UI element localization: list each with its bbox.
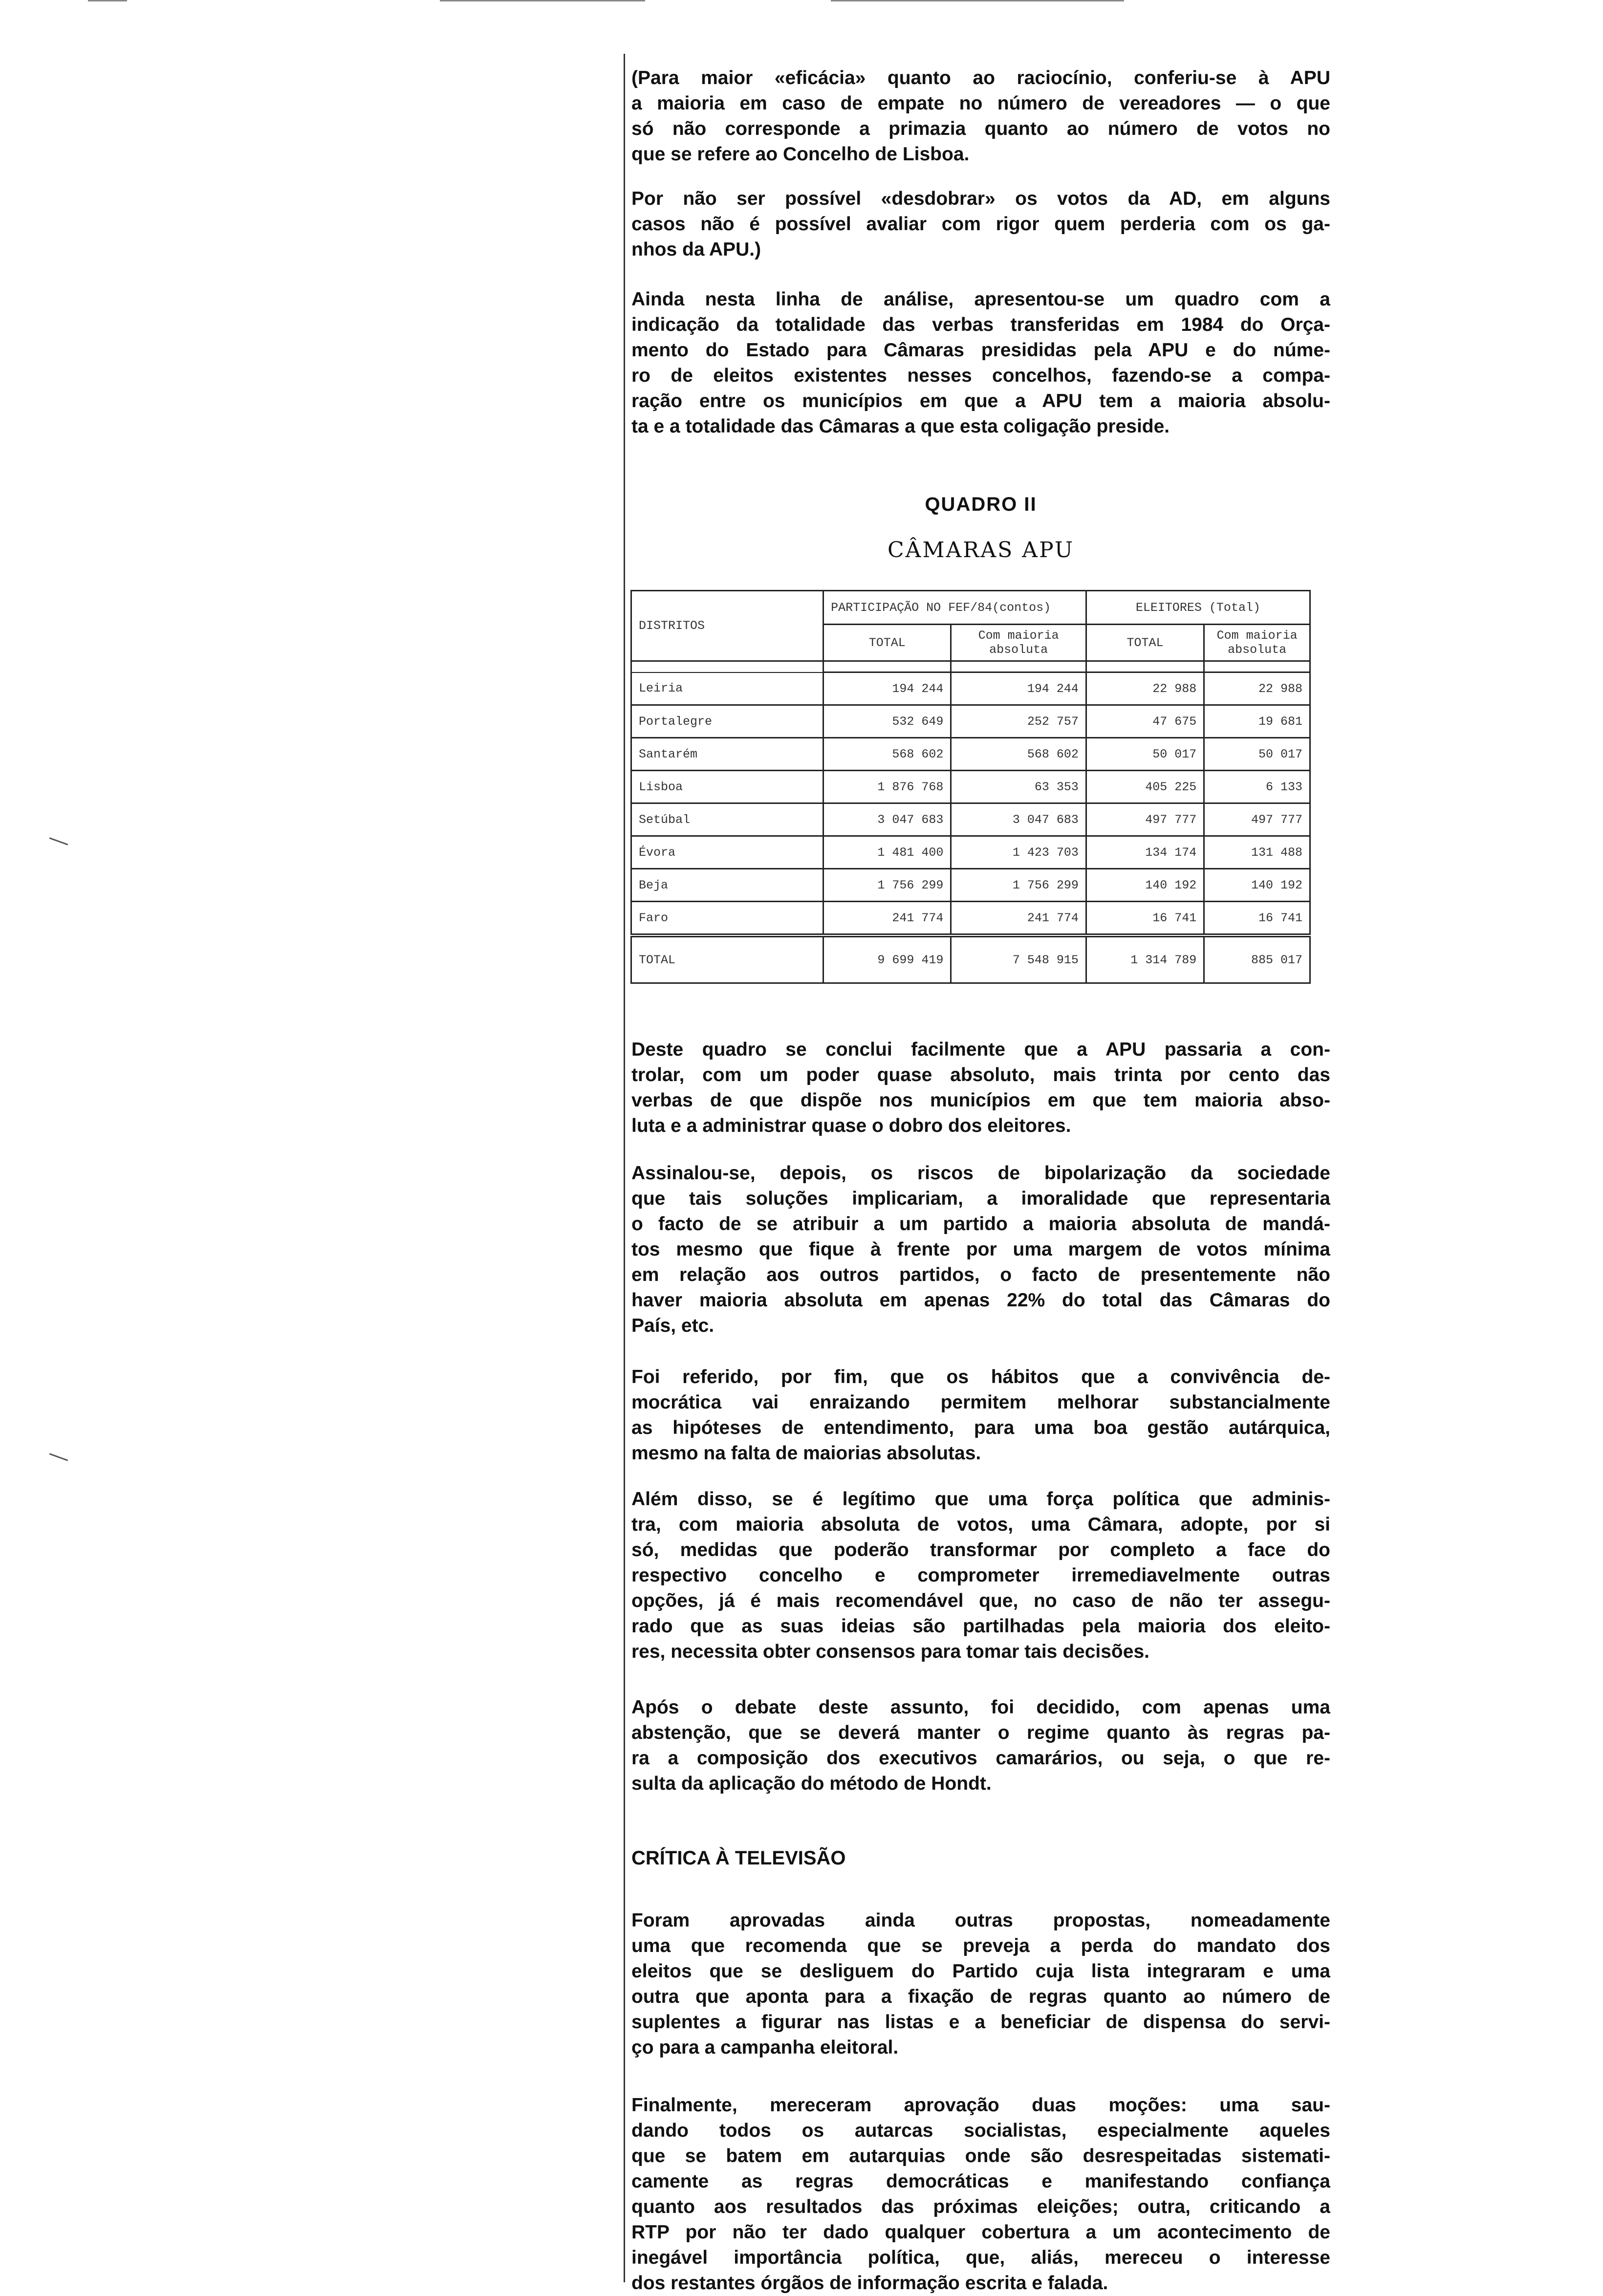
header-distritos: DISTRITOS — [631, 591, 823, 661]
subheader-total: TOTAL — [1086, 625, 1204, 661]
scan-mark — [831, 0, 1124, 1]
table-cell: 405 225 — [1086, 771, 1204, 803]
district-name: Faro — [631, 902, 823, 936]
table-cell: 568 602 — [823, 738, 951, 771]
paragraph — [631, 1365, 1330, 1466]
text-line: Finalmente, mereceram aprovação duas moções: uma sau- — [631, 2095, 1330, 2116]
table-row — [631, 705, 1310, 738]
column-rule — [624, 54, 625, 2282]
table-cell: 3 047 683 — [951, 803, 1086, 836]
table-cell: 134 174 — [1086, 836, 1204, 869]
table-cell: 3 047 683 — [823, 803, 951, 836]
table-cell: 22 988 — [1086, 672, 1204, 705]
table-cell: 194 244 — [823, 672, 951, 705]
text-line: mesmo na falta de maiorias absolutas. — [631, 1443, 981, 1464]
text-line: eleitos que se desliguem do Partido cuja lista integraram e uma — [631, 1961, 1330, 1982]
district-name: Beja — [631, 869, 823, 902]
table-cell — [1086, 661, 1204, 672]
table-row — [631, 771, 1310, 803]
table-cell: 241 774 — [951, 902, 1086, 936]
table-row — [631, 869, 1310, 902]
table-row — [631, 803, 1310, 836]
text-line: haver maioria absoluta em apenas 22% do total das Câmaras do — [631, 1290, 1330, 1311]
text-line: Deste quadro se conclui facilmente que a APU passaria a con- — [631, 1039, 1330, 1060]
text-line: inegável importância política, que, aliás, mereceu o interesse — [631, 2247, 1330, 2268]
text-line: nhos da APU.) — [631, 239, 761, 260]
table-cell: 1 756 299 — [823, 869, 951, 902]
text-line: indicação da totalidade das verbas transferidas em 1984 do Orça- — [631, 314, 1330, 335]
text-line: verbas de que dispõe nos municípios em que tem maioria abso- — [631, 1090, 1330, 1111]
table-cell: 63 353 — [951, 771, 1086, 803]
table-cell: 194 244 — [951, 672, 1086, 705]
text-line: camente as regras democráticas e manifestando confiança — [631, 2171, 1330, 2192]
text-line: ço para a campanha eleitoral. — [631, 2037, 899, 2058]
table-label: QUADRO II — [925, 494, 1037, 515]
text-line: Ainda nesta linha de análise, apresentou-se um quadro com a — [631, 289, 1330, 310]
text-line: ro de eleitos existentes nesses concelhos, fazendo-se a compa- — [631, 365, 1330, 386]
table-cell: 6 133 — [1204, 771, 1310, 803]
text-line: dos restantes órgãos de informação escrita e falada. — [631, 2273, 1108, 2294]
text-line: Foram aprovadas ainda outras propostas, nomeadamente — [631, 1910, 1330, 1931]
paragraph — [631, 1161, 1330, 1339]
paragraph — [631, 1487, 1330, 1665]
text-line: sulta da aplicação do método de Hondt. — [631, 1773, 992, 1794]
text-line: Por não ser possível «desdobrar» os votos da AD, em alguns — [631, 188, 1330, 209]
text-line: casos não é possível avaliar com rigor quem perderia com os ga- — [631, 214, 1330, 235]
text-line: que tais soluções implicariam, a imoralidade que representaria — [631, 1188, 1330, 1209]
text-line: quanto aos resultados das próximas eleições; outra, criticando a — [631, 2196, 1330, 2217]
text-line: dando todos os autarcas socialistas, especialmente aqueles — [631, 2120, 1330, 2141]
table-cell: 1 876 768 — [823, 771, 951, 803]
text-line: suplentes a figurar nas listas e a beneficiar de dispensa do servi- — [631, 2012, 1330, 2033]
text-line: ração entre os municípios em que a APU tem a maioria absolu- — [631, 390, 1330, 412]
paragraph — [631, 2093, 1330, 2296]
paragraph — [631, 287, 1330, 439]
scan-mark — [49, 837, 68, 845]
section-heading: CRÍTICA À TELEVISÃO — [631, 1847, 846, 1869]
table-row — [631, 672, 1310, 705]
district-name: Setúbal — [631, 803, 823, 836]
text-line: Assinalou-se, depois, os riscos de bipolarização da sociedade — [631, 1163, 1330, 1184]
text-line: (Para maior «eficácia» quanto ao raciocínio, conferiu-se à APU — [631, 67, 1330, 88]
table-cell: 16 741 — [1086, 902, 1204, 936]
text-line: Após o debate deste assunto, foi decidido, com apenas uma — [631, 1697, 1330, 1718]
text-line: ra a composição dos executivos camarários, ou seja, o que re- — [631, 1748, 1330, 1769]
text-line: a maioria em caso de empate no número de vereadores — o que — [631, 93, 1330, 114]
table-cell: 7 548 915 — [951, 935, 1086, 983]
text-line: rado que as suas ideias são partilhadas pela maioria dos eleito- — [631, 1616, 1330, 1637]
text-line: ta e a totalidade das Câmaras a que esta coligação preside. — [631, 416, 1170, 437]
table-cell: 252 757 — [951, 705, 1086, 738]
table-cell: 9 699 419 — [823, 935, 951, 983]
table-cell: 50 017 — [1086, 738, 1204, 771]
text-line: abstenção, que se deverá manter o regime quanto às regras pa- — [631, 1722, 1330, 1743]
text-line: Foi referido, por fim, que os hábitos que a convivência de- — [631, 1366, 1330, 1387]
text-line: mento do Estado para Câmaras presididas pela APU e do núme- — [631, 340, 1330, 361]
table-cell: 22 988 — [1204, 672, 1310, 705]
table-cell — [951, 661, 1086, 672]
text-line: res, necessita obter consensos para tomar tais decisões. — [631, 1641, 1149, 1662]
table-cell: 131 488 — [1204, 836, 1310, 869]
table-cell: 140 192 — [1204, 869, 1310, 902]
table-cell — [823, 661, 951, 672]
table-row — [631, 935, 1310, 983]
table-cell: 1 314 789 — [1086, 935, 1204, 983]
table-cell: 241 774 — [823, 902, 951, 936]
text-line: opções, já é mais recomendável que, no caso de não ter assegu- — [631, 1590, 1330, 1611]
table-cell: 47 675 — [1086, 705, 1204, 738]
text-line: em relação aos outros partidos, o facto de presentemente não — [631, 1264, 1330, 1285]
text-line: que se refere ao Concelho de Lisboa. — [631, 144, 970, 165]
table-cell: 532 649 — [823, 705, 951, 738]
paragraph — [631, 1908, 1330, 2060]
text-line: País, etc. — [631, 1315, 715, 1336]
district-name: Lisboa — [631, 771, 823, 803]
header-participacao: PARTICIPAÇÃO NO FEF/84(contos) — [823, 591, 1086, 625]
table-cell — [1204, 661, 1310, 672]
text-line: só, medidas que poderão transformar por completo a face do — [631, 1539, 1330, 1560]
table-cell: 885 017 — [1204, 935, 1310, 983]
scan-mark — [88, 0, 127, 1]
text-line: que se batem em autarquias onde são desrespeitadas sistemati- — [631, 2145, 1330, 2166]
text-line: tra, com maioria absoluta de votos, uma Câmara, adopte, por si — [631, 1514, 1330, 1535]
table-cell: 1 423 703 — [951, 836, 1086, 869]
table-cell: 19 681 — [1204, 705, 1310, 738]
header-eleitores: ELEITORES (Total) — [1086, 591, 1310, 625]
paragraph — [631, 65, 1330, 167]
district-name: Portalegre — [631, 705, 823, 738]
text-line: luta e a administrar quase o dobro dos eleitores. — [631, 1115, 1071, 1136]
scan-mark — [49, 1453, 68, 1461]
text-line: outra que aponta para a fixação de regras quanto ao número de — [631, 1986, 1330, 2007]
text-line: só não corresponde a primazia quanto ao número de votos no — [631, 118, 1330, 139]
scan-mark — [440, 0, 645, 1]
table-cell: 497 777 — [1086, 803, 1204, 836]
text-line: trolar, com um poder quase absoluto, mais trinta por cento das — [631, 1064, 1330, 1085]
subheader-total: TOTAL — [823, 625, 951, 661]
text-line: mocrática vai enraizando permitem melhorar substancialmente — [631, 1392, 1330, 1413]
data-table — [630, 590, 1311, 984]
paragraph — [631, 1037, 1330, 1139]
district-name: Évora — [631, 836, 823, 869]
text-line: respectivo concelho e comprometer irremediavelmente outras — [631, 1565, 1330, 1586]
text-line: RTP por não ter dado qualquer cobertura a um acontecimento de — [631, 2222, 1330, 2243]
text-line: as hipóteses de entendimento, para uma boa gestão autárquica, — [631, 1417, 1330, 1438]
text-line: tos mesmo que fique à frente por uma margem de votos mínima — [631, 1239, 1330, 1260]
table-cell: 140 192 — [1086, 869, 1204, 902]
text-line: uma que recomenda que se preveja a perda do mandato dos — [631, 1935, 1330, 1956]
text-line: Além disso, se é legítimo que uma força política que adminis- — [631, 1489, 1330, 1510]
table-row — [631, 738, 1310, 771]
subheader-maioria: Com maioria absoluta — [1204, 625, 1310, 661]
table-cell: 1 756 299 — [951, 869, 1086, 902]
subheader-maioria: Com maioria absoluta — [951, 625, 1086, 661]
table-title: CÂMARAS APU — [888, 538, 1074, 563]
table-cell — [631, 661, 823, 672]
district-name: TOTAL — [631, 935, 823, 983]
table-row — [631, 836, 1310, 869]
table-spacer — [631, 661, 1310, 672]
table-cell: 16 741 — [1204, 902, 1310, 936]
table-row — [631, 902, 1310, 936]
table-cell: 1 481 400 — [823, 836, 951, 869]
table-cell: 50 017 — [1204, 738, 1310, 771]
paragraph — [631, 1695, 1330, 1797]
district-name: Santarém — [631, 738, 823, 771]
district-name: Leiria — [631, 672, 823, 705]
paragraph — [631, 186, 1330, 262]
table-cell: 497 777 — [1204, 803, 1310, 836]
text-line: o facto de se atribuir a um partido a maioria absoluta de mandá- — [631, 1213, 1330, 1235]
table-cell: 568 602 — [951, 738, 1086, 771]
